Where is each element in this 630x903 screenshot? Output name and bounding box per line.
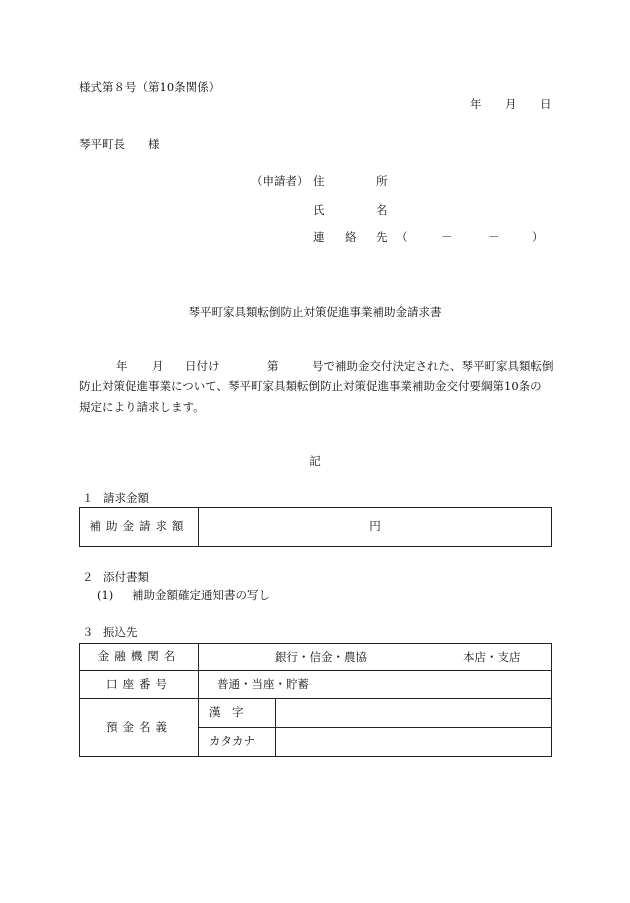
account-types: 普通・当座・貯蓄 — [217, 676, 309, 691]
ki-heading: 記 — [309, 454, 321, 468]
claim-amount-table — [79, 507, 552, 547]
account-field[interactable] — [199, 671, 552, 699]
date-month-label: 月 — [505, 97, 517, 111]
attachment-item-number: (1) — [97, 588, 114, 602]
claim-amount-label: 補助金請求額 — [80, 508, 199, 547]
bank-types: 銀行・信金・農協 — [275, 650, 367, 664]
table-row — [80, 699, 552, 728]
applicant-address-char2: 所 — [376, 174, 388, 188]
body-line1-rest: 号で補助金交付決定された、琴平町家具類転倒 — [312, 359, 554, 373]
applicant-address-char1: 住 — [313, 174, 325, 188]
bank-transfer-table — [79, 643, 552, 757]
body-dated: 日付け — [185, 359, 220, 373]
contact-close-paren: ） — [532, 230, 544, 244]
account-label: 口座番号 — [80, 671, 199, 699]
claim-amount-field[interactable] — [199, 508, 552, 547]
applicant-label: （申請者） — [251, 174, 309, 188]
katakana-label-text: カタカナ — [209, 734, 255, 749]
body-number-prefix: 第 — [267, 359, 279, 373]
table-row — [80, 671, 552, 699]
kanji-label-text: 漢 字 — [209, 705, 244, 720]
section3-heading: 振込先 — [103, 625, 138, 639]
applicant-contact-char3: 先 — [376, 230, 388, 244]
holder-label: 預金名義 — [80, 699, 199, 757]
table-row — [80, 508, 552, 547]
applicant-name-char2: 名 — [376, 203, 388, 217]
kanji-label — [199, 699, 276, 728]
bank-field[interactable] — [199, 644, 552, 671]
body-month: 月 — [152, 359, 164, 373]
contact-dash-1: － — [441, 230, 453, 244]
branch-types: 本店・支店 — [463, 650, 521, 664]
addressee-honorific: 様 — [148, 137, 160, 151]
form-number: 様式第８号（第10条関係） — [79, 80, 221, 94]
kanji-name-field[interactable] — [276, 699, 552, 728]
applicant-name-char1: 氏 — [313, 203, 325, 217]
attachment-item-text: 補助金額確定通知書の写し — [132, 588, 270, 602]
section3-number: ３ — [82, 625, 94, 639]
document-title: 琴平町家具類転倒防止対策促進事業補助金請求書 — [188, 305, 442, 319]
katakana-name-field[interactable] — [276, 728, 552, 757]
section1-heading: 請求金額 — [103, 491, 149, 505]
section2-number: ２ — [82, 570, 94, 584]
applicant-contact-char2: 絡 — [345, 230, 357, 244]
applicant-contact-char1: 連 — [313, 230, 325, 244]
date-day-label: 日 — [540, 97, 552, 111]
body-line3: 規定により請求します。 — [79, 400, 205, 414]
bank-label: 金融機関名 — [80, 644, 199, 671]
addressee-name: 琴平町長 — [79, 137, 125, 151]
contact-dash-2: － — [488, 230, 500, 244]
contact-open-paren: （ — [396, 230, 408, 244]
date-year-label: 年 — [470, 97, 482, 111]
section2-heading: 添付書類 — [103, 570, 149, 584]
table-row — [80, 644, 552, 671]
section1-number: １ — [82, 491, 94, 505]
body-line2: 防止対策促進事業について、琴平町家具類転倒防止対策促進事業補助金交付要綱第10条の — [79, 379, 542, 393]
katakana-label — [199, 728, 276, 757]
amount-unit: 円 — [369, 519, 381, 534]
body-year: 年 — [116, 359, 128, 373]
